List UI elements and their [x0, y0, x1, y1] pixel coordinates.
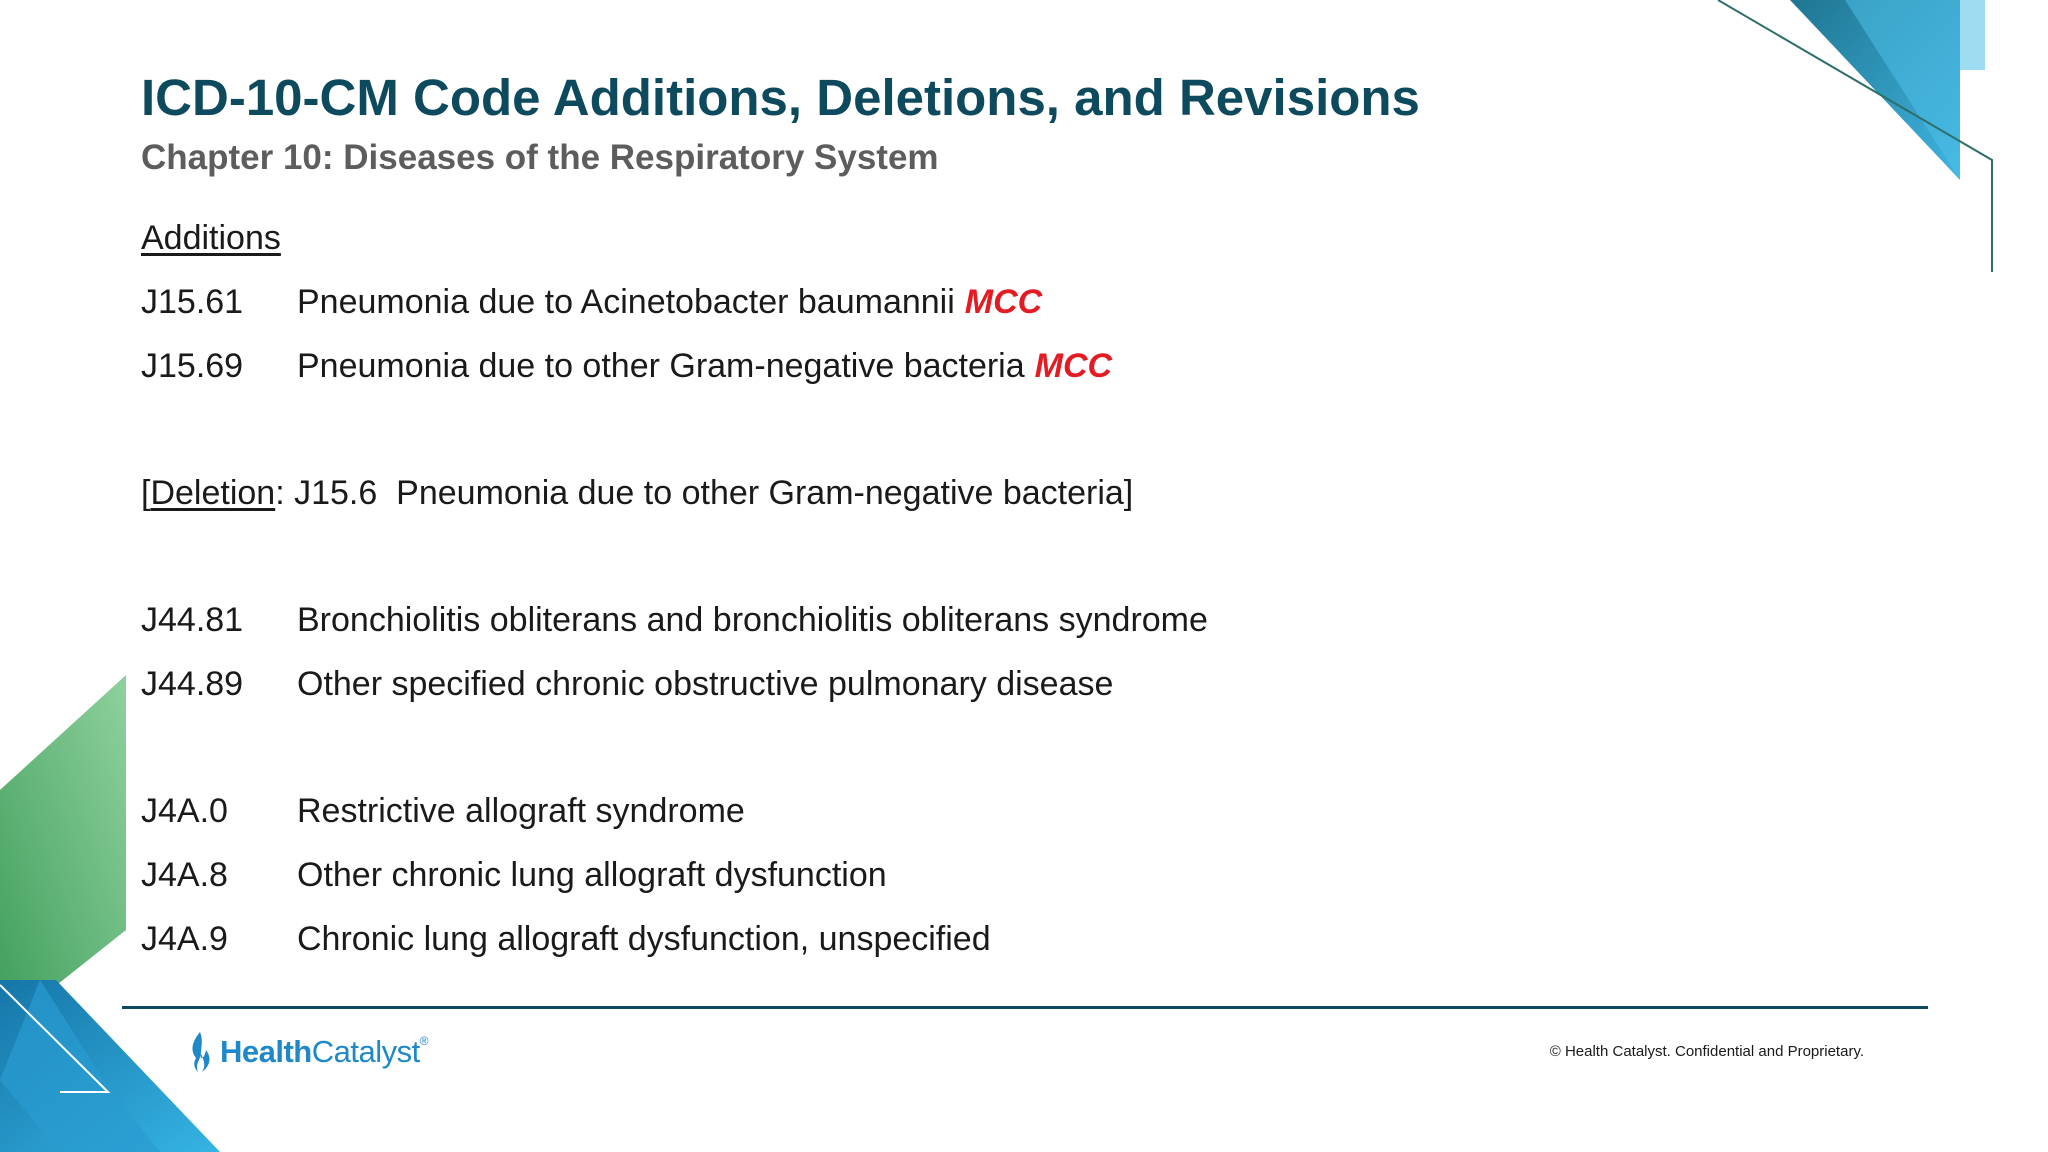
- logo-catalyst: Catalyst: [311, 1034, 420, 1069]
- deletion-text: : J15.6 Pneumonia due to other Gram-negative bacteria]: [275, 474, 1134, 512]
- code: J4A.8: [141, 856, 228, 894]
- slide-subtitle: Chapter 10: Diseases of the Respiratory System: [141, 138, 939, 177]
- footer-divider: [122, 1006, 1928, 1009]
- code: J44.89: [141, 665, 244, 703]
- code: J4A.0: [141, 792, 228, 830]
- deletion-row: [141, 461, 1741, 525]
- code-description: Other specified chronic obstructive pulmonary disease: [297, 665, 1114, 703]
- slide-title: ICD-10-CM Code Additions, Deletions, and Revisions: [141, 69, 1420, 126]
- copyright-notice: © Health Catalyst. Confidential and Proprietary.: [1549, 1043, 1864, 1060]
- addition-row: [141, 270, 1741, 334]
- mcc-flag: MCC: [964, 283, 1043, 321]
- code: J15.61: [141, 283, 244, 321]
- code-description: Pneumonia due to Acinetobacter baumannii: [297, 283, 955, 321]
- deletion-label: Deletion: [150, 474, 276, 512]
- logo-wordmark: [220, 1034, 428, 1070]
- code: J4A.9: [141, 920, 228, 958]
- spacer: [141, 398, 1741, 461]
- j4a-row: [141, 779, 1741, 843]
- code-description: Other chronic lung allograft dysfunction: [297, 856, 887, 894]
- code-description: Bronchiolitis obliterans and bronchiolitis obliterans syndrome: [297, 601, 1208, 639]
- logo-trademark: ®: [419, 1034, 429, 1048]
- additions-heading-text: Additions: [141, 219, 281, 257]
- code-description: Pneumonia due to other Gram-negative bacteria: [297, 347, 1025, 385]
- code-description: Chronic lung allograft dysfunction, unspecified: [297, 920, 991, 958]
- flame-icon: [188, 1030, 214, 1074]
- j44-row: [141, 588, 1741, 652]
- j4a-row: [141, 843, 1741, 907]
- j4a-row: [141, 907, 1741, 971]
- logo-health: Health: [220, 1034, 312, 1069]
- code: J44.81: [141, 601, 244, 639]
- j44-row: [141, 652, 1741, 716]
- deletion-open-bracket: [: [141, 474, 151, 512]
- code: J15.69: [141, 347, 244, 385]
- addition-row: [141, 334, 1741, 398]
- code-description: Restrictive allograft syndrome: [297, 792, 745, 830]
- spacer: [141, 716, 1741, 779]
- health-catalyst-logo: [188, 1030, 428, 1074]
- code-list: [141, 206, 1741, 971]
- mcc-flag: MCC: [1034, 347, 1113, 385]
- spacer: [141, 525, 1741, 588]
- additions-heading: [141, 206, 1741, 270]
